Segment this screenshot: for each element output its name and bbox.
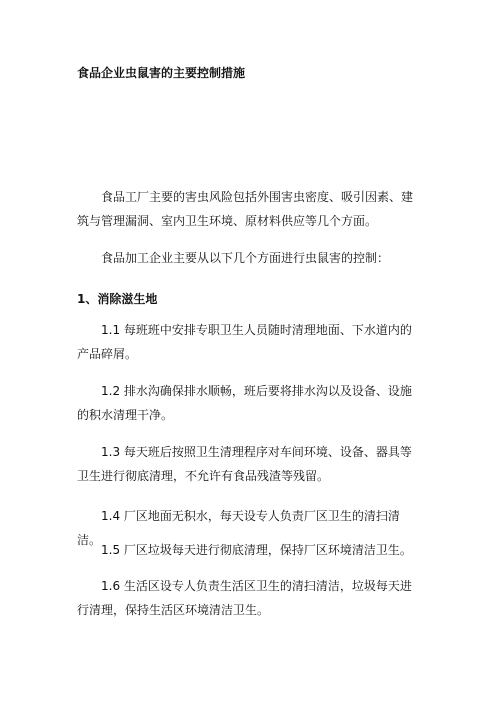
section-heading: 1、消除滋生地 <box>77 292 158 306</box>
list-item: 1.4 厂区地面无积水，每天设专人负责厂区卫生的清扫清洁。 <box>77 509 400 547</box>
paragraph-intro: 食品工厂主要的害虫风险包括外围害虫密度、吸引因素、建筑与管理漏洞、室内卫生环境、原材料供应等几个方面。 <box>77 190 414 228</box>
list-item: 1.2 排水沟确保排水顺畅，班后要将排水沟以及设备、设施的积水清理干净。 <box>77 384 412 422</box>
list-item: 1.5 厂区垃圾每天进行彻底清理，保持厂区环境清洁卫生。 <box>101 543 412 557</box>
list-item: 1.1 每班班中安排专职卫生人员随时清理地面、下水道内的产品碎屑。 <box>77 323 412 361</box>
list-item: 1.6 生活区设专人负责生活区卫生的清扫清洁，垃圾每天进行清理，保持生活区环境清洁卫生。 <box>77 579 412 617</box>
list-item: 1.3 每天班后按照卫生清理程序对车间环境、设备、器具等卫生进行彻底清理，不允许有食品残渣等残留。 <box>77 445 412 483</box>
document-title: 食品企业虫鼠害的主要控制措施 <box>77 66 246 80</box>
paragraph-overview: 食品加工企业主要从以下几个方面进行虫鼠害的控制： <box>101 251 390 265</box>
